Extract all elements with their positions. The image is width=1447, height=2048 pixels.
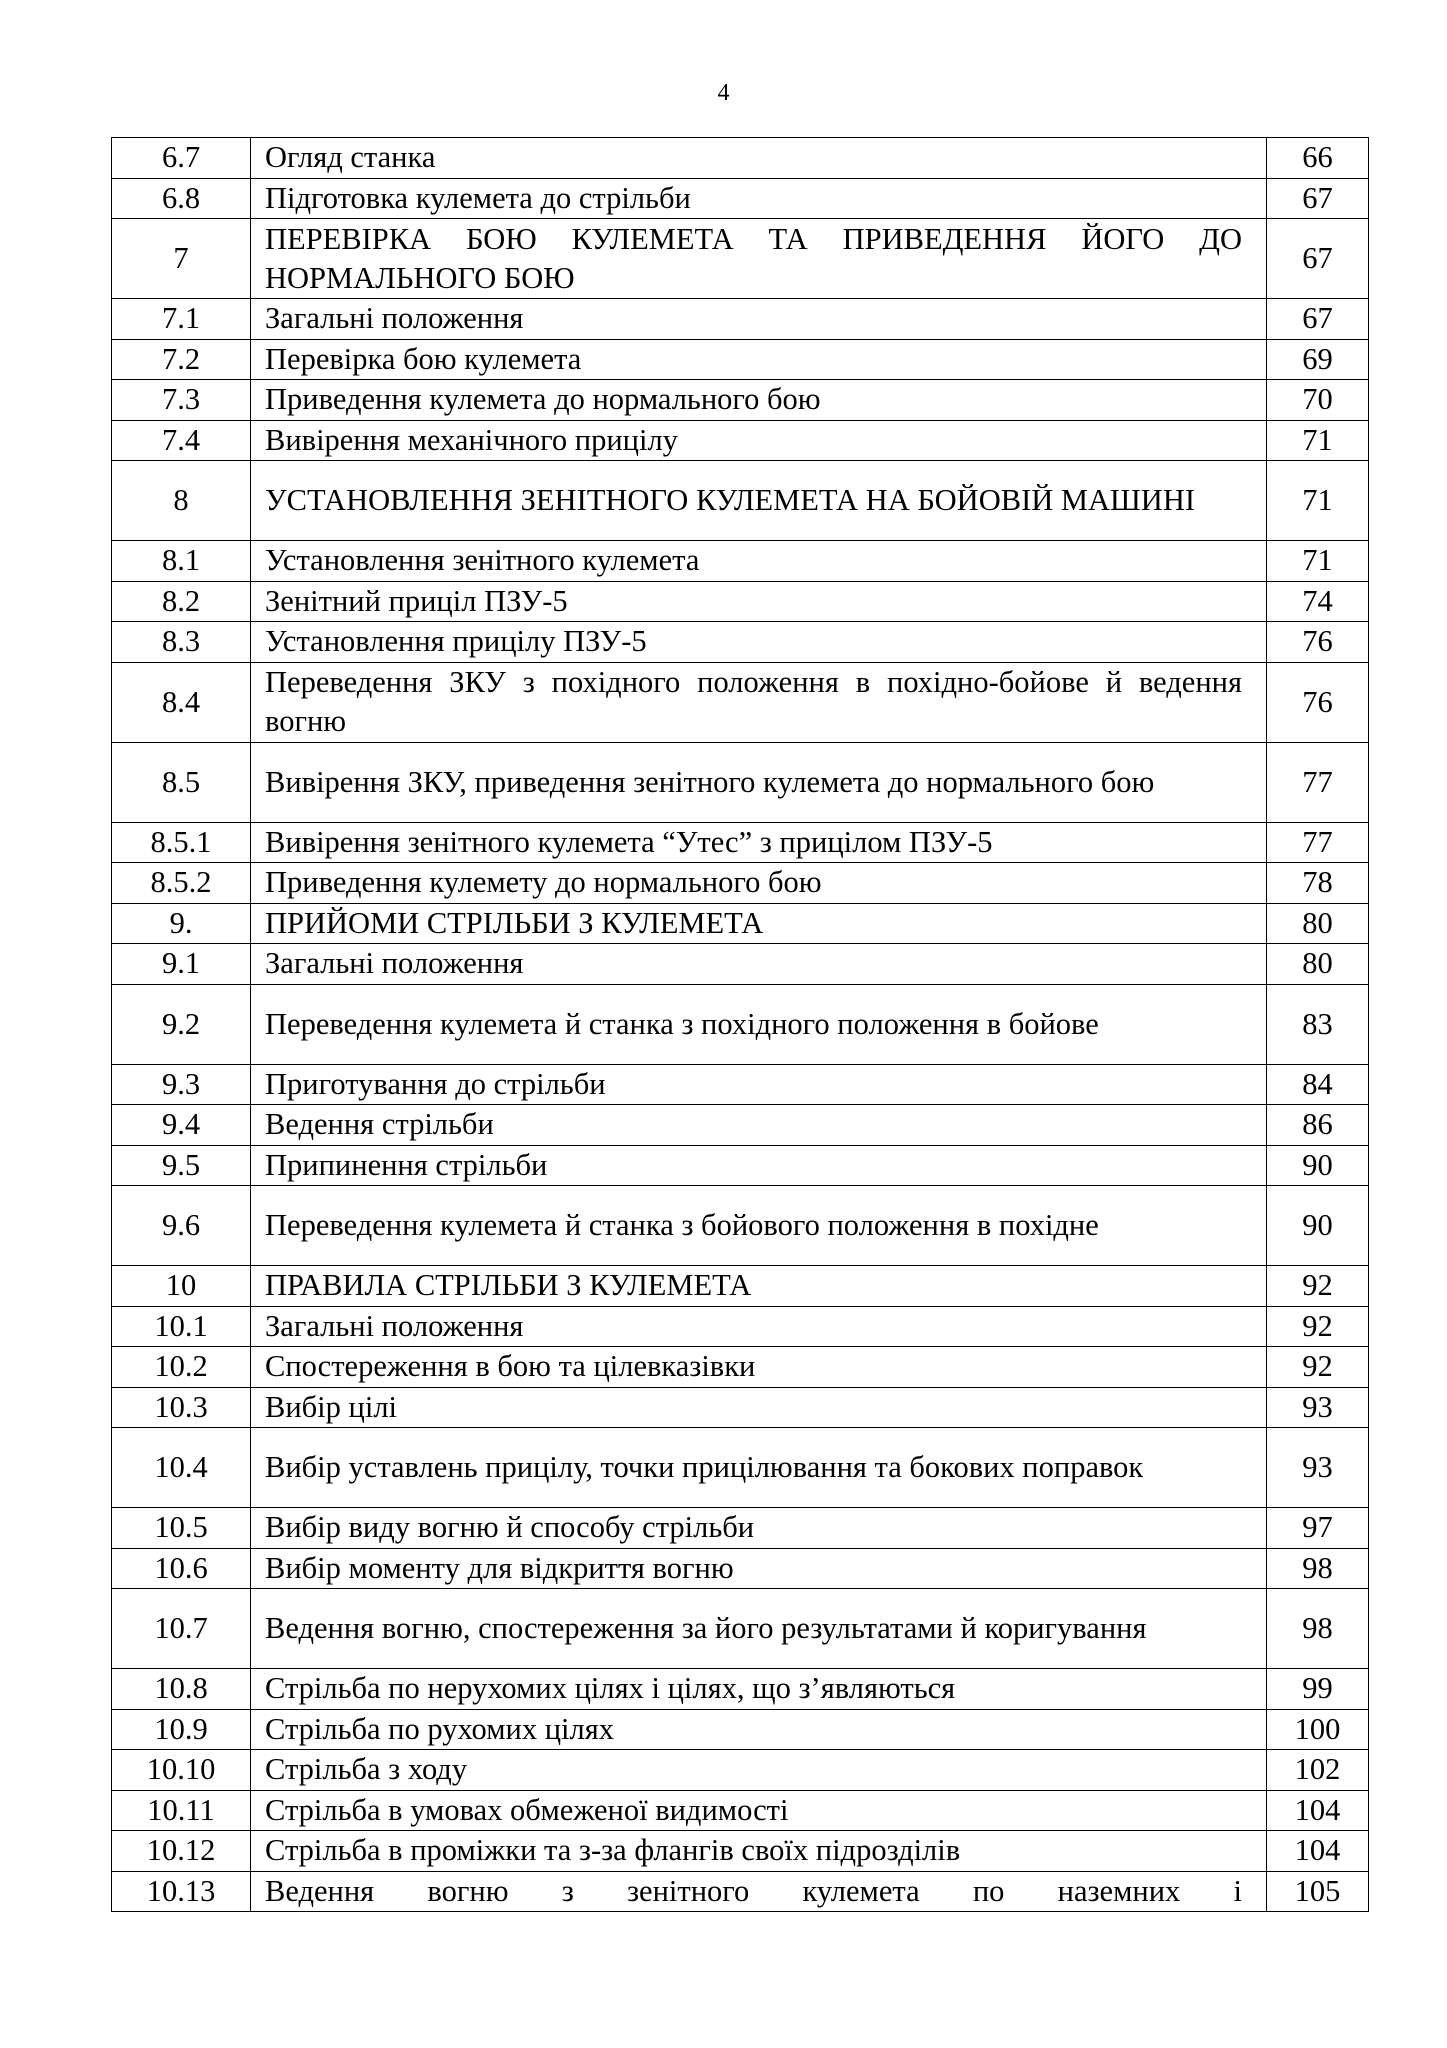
page-ref: 76 (1267, 662, 1369, 742)
page-ref: 98 (1267, 1589, 1369, 1669)
section-number: 10.9 (112, 1709, 251, 1750)
section-number: 8.5.2 (112, 863, 251, 904)
section-number: 9. (112, 903, 251, 944)
section-number: 7.2 (112, 339, 251, 380)
section-number: 10.8 (112, 1669, 251, 1710)
page-ref: 92 (1267, 1266, 1369, 1307)
section-title: Вибір уставлень прицілу, точки прицілювання та бокових поправок (251, 1428, 1267, 1508)
toc-row (112, 1548, 1369, 1589)
page-ref: 97 (1267, 1508, 1369, 1549)
section-title: Ведення вогню з зенітного кулемета по наземних і (251, 1871, 1267, 1912)
page-ref: 66 (1267, 138, 1369, 179)
page-ref: 80 (1267, 903, 1369, 944)
section-number: 8.5.1 (112, 822, 251, 863)
section-title: Загальні положення (251, 944, 1267, 985)
section-number: 10.13 (112, 1871, 251, 1912)
page-ref: 80 (1267, 944, 1369, 985)
page-ref: 69 (1267, 339, 1369, 380)
section-title: Загальні положення (251, 299, 1267, 340)
section-title: Установлення прицілу ПЗУ-5 (251, 622, 1267, 663)
section-number: 9.3 (112, 1064, 251, 1105)
section-title: Стрільба з ходу (251, 1750, 1267, 1791)
table-of-contents (111, 137, 1369, 1912)
toc-row (112, 1508, 1369, 1549)
section-number: 8 (112, 461, 251, 541)
section-number: 6.7 (112, 138, 251, 179)
section-title: Вибір цілі (251, 1387, 1267, 1428)
toc-body (112, 138, 1369, 1912)
page-ref: 67 (1267, 178, 1369, 219)
page-ref: 78 (1267, 863, 1369, 904)
section-title: Ведення стрільби (251, 1105, 1267, 1146)
section-title: Спостереження в бою та цілевказівки (251, 1347, 1267, 1388)
section-title: Зенітний приціл ПЗУ-5 (251, 581, 1267, 622)
section-title: Вивірення механічного прицілу (251, 420, 1267, 461)
toc-row (112, 178, 1369, 219)
page-ref: 105 (1267, 1871, 1369, 1912)
section-number: 9.5 (112, 1145, 251, 1186)
section-number: 7.4 (112, 420, 251, 461)
toc-row (112, 299, 1369, 340)
section-number: 9.1 (112, 944, 251, 985)
toc-row (112, 339, 1369, 380)
toc-row (112, 903, 1369, 944)
page-ref: 90 (1267, 1186, 1369, 1266)
section-title: Вивірення ЗКУ, приведення зенітного кулемета до нормального бою (251, 742, 1267, 822)
section-title: Вивірення зенітного кулемета “Утес” з прицілом ПЗУ-5 (251, 822, 1267, 863)
page-ref: 98 (1267, 1548, 1369, 1589)
section-title: ПЕРЕВІРКА БОЮ КУЛЕМЕТА ТА ПРИВЕДЕННЯ ЙОГО ДО НОРМАЛЬНОГО БОЮ (251, 219, 1267, 299)
section-number: 10.12 (112, 1831, 251, 1872)
section-number: 10.1 (112, 1306, 251, 1347)
page-ref: 104 (1267, 1831, 1369, 1872)
section-number: 9.4 (112, 1105, 251, 1146)
page-ref: 71 (1267, 420, 1369, 461)
toc-row (112, 380, 1369, 421)
section-title: Припинення стрільби (251, 1145, 1267, 1186)
toc-row (112, 219, 1369, 299)
toc-row (112, 1871, 1369, 1912)
section-number: 10.4 (112, 1428, 251, 1508)
toc-row (112, 622, 1369, 663)
section-number: 8.3 (112, 622, 251, 663)
toc-row (112, 984, 1369, 1064)
section-title: Стрільба по рухомих цілях (251, 1709, 1267, 1750)
section-title: Приготування до стрільби (251, 1064, 1267, 1105)
section-title: Переведення кулемета й станка з похідного положення в бойове (251, 984, 1267, 1064)
section-title: Приведення кулемета до нормального бою (251, 380, 1267, 421)
toc-row (112, 822, 1369, 863)
section-number: 10.6 (112, 1548, 251, 1589)
section-number: 8.1 (112, 541, 251, 582)
section-number: 10.10 (112, 1750, 251, 1791)
section-title: ПРИЙОМИ СТРІЛЬБИ З КУЛЕМЕТА (251, 903, 1267, 944)
toc-row (112, 1709, 1369, 1750)
section-title: Стрільба в проміжки та з-за флангів своїх підрозділів (251, 1831, 1267, 1872)
toc-row (112, 742, 1369, 822)
toc-row (112, 138, 1369, 179)
page-number: 4 (717, 80, 730, 106)
page-ref: 74 (1267, 581, 1369, 622)
toc-row (112, 1428, 1369, 1508)
section-title: Установлення зенітного кулемета (251, 541, 1267, 582)
page-ref: 92 (1267, 1347, 1369, 1388)
section-title: Переведення ЗКУ з похідного положення в похідно-бойове й ведення вогню (251, 662, 1267, 742)
toc-row (112, 1831, 1369, 1872)
section-title: УСТАНОВЛЕННЯ ЗЕНІТНОГО КУЛЕМЕТА НА БОЙОВІЙ МАШИНІ (251, 461, 1267, 541)
page-ref: 71 (1267, 541, 1369, 582)
section-title: Ведення вогню, спостереження за його результатами й коригування (251, 1589, 1267, 1669)
page-ref: 93 (1267, 1387, 1369, 1428)
page-ref: 76 (1267, 622, 1369, 663)
toc-row (112, 1186, 1369, 1266)
toc-row (112, 944, 1369, 985)
page-ref: 99 (1267, 1669, 1369, 1710)
page-ref: 83 (1267, 984, 1369, 1064)
toc-row (112, 1064, 1369, 1105)
section-title: Вибір виду вогню й способу стрільби (251, 1508, 1267, 1549)
toc-row (112, 1306, 1369, 1347)
section-number: 10.2 (112, 1347, 251, 1388)
page-ref: 70 (1267, 380, 1369, 421)
toc-row (112, 1145, 1369, 1186)
toc-row (112, 863, 1369, 904)
toc-row (112, 1790, 1369, 1831)
page-ref: 67 (1267, 219, 1369, 299)
section-title: Огляд станка (251, 138, 1267, 179)
section-title: Перевірка бою кулемета (251, 339, 1267, 380)
section-number: 9.6 (112, 1186, 251, 1266)
toc-row (112, 541, 1369, 582)
page-ref: 100 (1267, 1709, 1369, 1750)
section-title: Підготовка кулемета до стрільби (251, 178, 1267, 219)
toc-row (112, 1105, 1369, 1146)
section-number: 9.2 (112, 984, 251, 1064)
section-number: 8.2 (112, 581, 251, 622)
section-number: 7.3 (112, 380, 251, 421)
page-ref: 71 (1267, 461, 1369, 541)
section-number: 8.5 (112, 742, 251, 822)
toc-row (112, 420, 1369, 461)
page-ref: 77 (1267, 822, 1369, 863)
section-title: Стрільба в умовах обмеженої видимості (251, 1790, 1267, 1831)
section-title: Стрільба по нерухомих цілях і цілях, що з’являються (251, 1669, 1267, 1710)
page-ref: 77 (1267, 742, 1369, 822)
section-title: Переведення кулемета й станка з бойового положення в похідне (251, 1186, 1267, 1266)
page-ref: 92 (1267, 1306, 1369, 1347)
page-ref: 93 (1267, 1428, 1369, 1508)
section-number: 10.5 (112, 1508, 251, 1549)
toc-row (112, 1347, 1369, 1388)
toc-row (112, 1387, 1369, 1428)
toc-row (112, 461, 1369, 541)
section-number: 6.8 (112, 178, 251, 219)
section-number: 7 (112, 219, 251, 299)
toc-row (112, 1266, 1369, 1307)
section-number: 10.7 (112, 1589, 251, 1669)
section-number: 8.4 (112, 662, 251, 742)
toc-row (112, 1669, 1369, 1710)
section-number: 10.11 (112, 1790, 251, 1831)
section-title: Загальні положення (251, 1306, 1267, 1347)
section-number: 7.1 (112, 299, 251, 340)
page-ref: 84 (1267, 1064, 1369, 1105)
toc-row (112, 581, 1369, 622)
section-number: 10 (112, 1266, 251, 1307)
page-ref: 67 (1267, 299, 1369, 340)
page-ref: 104 (1267, 1790, 1369, 1831)
section-title: ПРАВИЛА СТРІЛЬБИ З КУЛЕМЕТА (251, 1266, 1267, 1307)
section-title: Приведення кулемету до нормального бою (251, 863, 1267, 904)
section-title: Вибір моменту для відкриття вогню (251, 1548, 1267, 1589)
page-ref: 86 (1267, 1105, 1369, 1146)
page-ref: 90 (1267, 1145, 1369, 1186)
toc-row (112, 1589, 1369, 1669)
section-number: 10.3 (112, 1387, 251, 1428)
page-ref: 102 (1267, 1750, 1369, 1791)
toc-row (112, 1750, 1369, 1791)
toc-row (112, 662, 1369, 742)
